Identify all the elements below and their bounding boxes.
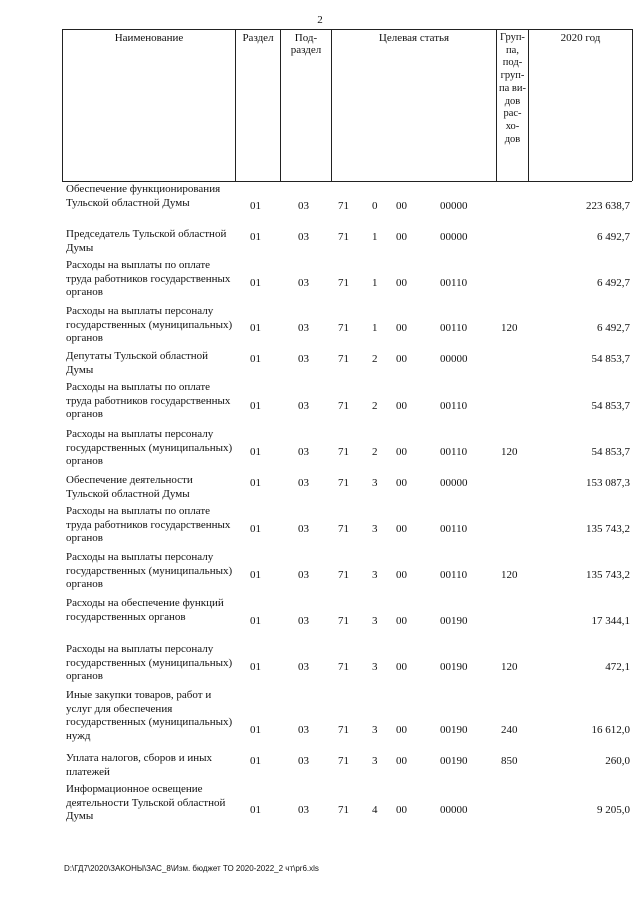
cell-target-direction: 00 <box>396 446 407 458</box>
cell-target-code: 00190 <box>440 615 468 627</box>
header-section: Раздел <box>242 32 274 44</box>
table-row <box>0 381 640 427</box>
header-divider <box>528 29 529 181</box>
header-divider <box>331 29 332 181</box>
cell-name: Расходы на выплаты персоналу государственных (муниципальных) органов <box>66 551 233 591</box>
cell-target-code: 00110 <box>440 400 468 412</box>
cell-target-subprogram: 2 <box>372 446 378 458</box>
cell-target-program: 71 <box>338 231 349 243</box>
header-name: Наименование <box>114 32 184 44</box>
cell-subsection: 03 <box>298 477 309 489</box>
cell-subsection: 03 <box>298 523 309 535</box>
cell-target-direction: 00 <box>396 569 407 581</box>
table-row <box>0 752 640 782</box>
cell-section: 01 <box>250 804 261 816</box>
cell-name: Расходы на выплаты по оплате труда работников государственных органов <box>66 381 231 421</box>
cell-subsection: 03 <box>298 322 309 334</box>
cell-section: 01 <box>250 477 261 489</box>
cell-amount: 6 492,7 <box>597 231 630 243</box>
cell-amount: 17 344,1 <box>591 615 630 627</box>
cell-target-subprogram: 2 <box>372 400 378 412</box>
table-row <box>0 228 640 258</box>
cell-target-program: 71 <box>338 724 349 736</box>
cell-target-program: 71 <box>338 446 349 458</box>
cell-section: 01 <box>250 446 261 458</box>
cell-target-program: 71 <box>338 353 349 365</box>
cell-target-code: 00000 <box>440 231 468 243</box>
cell-name: Председатель Тульской областной Думы <box>66 228 227 254</box>
cell-expense-type: 120 <box>501 446 518 458</box>
cell-target-direction: 00 <box>396 353 407 365</box>
cell-target-subprogram: 3 <box>372 615 378 627</box>
cell-name: Расходы на выплаты персоналу государственных (муниципальных) органов <box>66 643 233 683</box>
cell-target-direction: 00 <box>396 724 407 736</box>
header-subsection: Под- раздел <box>290 32 322 56</box>
cell-name: Расходы на выплаты по оплате труда работников государственных органов <box>66 505 231 545</box>
cell-target-subprogram: 2 <box>372 353 378 365</box>
cell-name: Расходы на обеспечение функций государственных органов <box>66 597 224 623</box>
cell-target-direction: 00 <box>396 477 407 489</box>
table-row <box>0 689 640 751</box>
cell-name: Расходы на выплаты персоналу государственных (муниципальных) органов <box>66 428 233 468</box>
cell-target-code: 00110 <box>440 569 468 581</box>
cell-section: 01 <box>250 322 261 334</box>
cell-target-direction: 00 <box>396 277 407 289</box>
table-row <box>0 597 640 642</box>
cell-amount: 260,0 <box>605 755 630 767</box>
table-row <box>0 643 640 688</box>
cell-name: Иные закупки товаров, работ и услуг для обеспечения государственных (муниципальных) нужд <box>66 689 233 742</box>
cell-target-code: 00110 <box>440 523 468 535</box>
cell-target-direction: 00 <box>396 400 407 412</box>
cell-subsection: 03 <box>298 569 309 581</box>
cell-subsection: 03 <box>298 446 309 458</box>
cell-section: 01 <box>250 231 261 243</box>
cell-subsection: 03 <box>298 755 309 767</box>
cell-target-subprogram: 3 <box>372 661 378 673</box>
table-row <box>0 428 640 473</box>
header-year: 2020 год <box>560 32 601 44</box>
cell-section: 01 <box>250 353 261 365</box>
cell-target-program: 71 <box>338 755 349 767</box>
cell-target-code: 00190 <box>440 724 468 736</box>
cell-subsection: 03 <box>298 400 309 412</box>
cell-target-direction: 00 <box>396 231 407 243</box>
cell-target-direction: 00 <box>396 200 407 212</box>
cell-target-direction: 00 <box>396 755 407 767</box>
cell-target-direction: 00 <box>396 322 407 334</box>
cell-target-subprogram: 4 <box>372 804 378 816</box>
cell-name: Расходы на выплаты персоналу государственных (муниципальных) органов <box>66 305 233 345</box>
cell-target-code: 00190 <box>440 755 468 767</box>
cell-amount: 6 492,7 <box>597 322 630 334</box>
table-row <box>0 551 640 596</box>
cell-amount: 153 087,3 <box>586 477 630 489</box>
cell-target-subprogram: 1 <box>372 231 378 243</box>
cell-subsection: 03 <box>298 231 309 243</box>
cell-target-program: 71 <box>338 523 349 535</box>
cell-name: Уплата налогов, сборов и иных платежей <box>66 752 213 778</box>
table-row <box>0 305 640 349</box>
cell-subsection: 03 <box>298 724 309 736</box>
cell-amount: 223 638,7 <box>586 200 630 212</box>
cell-section: 01 <box>250 661 261 673</box>
cell-target-code: 00000 <box>440 477 468 489</box>
cell-subsection: 03 <box>298 353 309 365</box>
table-row <box>0 783 640 831</box>
cell-target-subprogram: 3 <box>372 477 378 489</box>
file-path-footer: D:\ГД7\2020\ЗАКОНЫ\ЗАС_8\Изм. бюджет ТО 2020-2022_2 чт\pr6.xls <box>64 864 319 873</box>
cell-target-direction: 00 <box>396 804 407 816</box>
cell-amount: 135 743,2 <box>586 523 630 535</box>
header-divider <box>235 29 236 181</box>
cell-target-program: 71 <box>338 400 349 412</box>
cell-target-program: 71 <box>338 661 349 673</box>
cell-amount: 54 853,7 <box>591 353 630 365</box>
cell-expense-type: 240 <box>501 724 518 736</box>
cell-name: Информационное освещение деятельности Тульской областной Думы <box>66 783 226 823</box>
cell-target-program: 71 <box>338 322 349 334</box>
cell-amount: 16 612,0 <box>591 724 630 736</box>
cell-target-subprogram: 3 <box>372 724 378 736</box>
cell-expense-type: 850 <box>501 755 518 767</box>
cell-amount: 472,1 <box>605 661 630 673</box>
cell-target-direction: 00 <box>396 661 407 673</box>
cell-section: 01 <box>250 277 261 289</box>
table-row <box>0 474 640 504</box>
cell-subsection: 03 <box>298 615 309 627</box>
table-row <box>0 505 640 550</box>
cell-target-subprogram: 0 <box>372 200 378 212</box>
cell-amount: 6 492,7 <box>597 277 630 289</box>
cell-amount: 135 743,2 <box>586 569 630 581</box>
cell-target-subprogram: 3 <box>372 569 378 581</box>
cell-subsection: 03 <box>298 804 309 816</box>
cell-name: Обеспечение функционирования Тульской областной Думы <box>66 183 221 209</box>
cell-target-code: 00000 <box>440 200 468 212</box>
cell-name: Расходы на выплаты по оплате труда работников государственных органов <box>66 259 231 299</box>
header-group: Груп- па, под- груп- па ви- дов рас- хо- дов <box>499 32 526 145</box>
header-divider <box>632 29 633 181</box>
cell-target-subprogram: 3 <box>372 755 378 767</box>
cell-section: 01 <box>250 615 261 627</box>
cell-section: 01 <box>250 400 261 412</box>
cell-target-code: 00110 <box>440 277 468 289</box>
cell-amount: 54 853,7 <box>591 446 630 458</box>
cell-subsection: 03 <box>298 661 309 673</box>
cell-target-program: 71 <box>338 200 349 212</box>
cell-section: 01 <box>250 523 261 535</box>
cell-target-direction: 00 <box>396 523 407 535</box>
cell-amount: 54 853,7 <box>591 400 630 412</box>
page-number: 2 <box>317 14 323 26</box>
cell-target-code: 00110 <box>440 322 468 334</box>
cell-section: 01 <box>250 569 261 581</box>
cell-target-subprogram: 1 <box>372 277 378 289</box>
cell-name: Обеспечение деятельности Тульской областной Думы <box>66 474 193 500</box>
cell-target-code: 00110 <box>440 446 468 458</box>
cell-expense-type: 120 <box>501 569 518 581</box>
cell-section: 01 <box>250 200 261 212</box>
header-divider <box>62 29 63 181</box>
header-top-border <box>62 29 632 30</box>
header-bottom-border <box>62 181 632 182</box>
cell-target-code: 00000 <box>440 804 468 816</box>
cell-expense-type: 120 <box>501 661 518 673</box>
cell-target-code: 00000 <box>440 353 468 365</box>
header-target: Целевая статья <box>378 32 450 44</box>
cell-name: Депутаты Тульской областной Думы <box>66 350 209 376</box>
cell-target-code: 00190 <box>440 661 468 673</box>
table-row <box>0 259 640 304</box>
cell-section: 01 <box>250 755 261 767</box>
cell-target-subprogram: 1 <box>372 322 378 334</box>
cell-target-program: 71 <box>338 804 349 816</box>
cell-subsection: 03 <box>298 277 309 289</box>
cell-target-program: 71 <box>338 277 349 289</box>
cell-target-direction: 00 <box>396 615 407 627</box>
cell-amount: 9 205,0 <box>597 804 630 816</box>
table-row <box>0 350 640 380</box>
cell-section: 01 <box>250 724 261 736</box>
cell-target-program: 71 <box>338 477 349 489</box>
cell-target-program: 71 <box>338 615 349 627</box>
cell-expense-type: 120 <box>501 322 518 334</box>
cell-target-subprogram: 3 <box>372 523 378 535</box>
cell-target-program: 71 <box>338 569 349 581</box>
table-row <box>0 183 640 227</box>
cell-subsection: 03 <box>298 200 309 212</box>
